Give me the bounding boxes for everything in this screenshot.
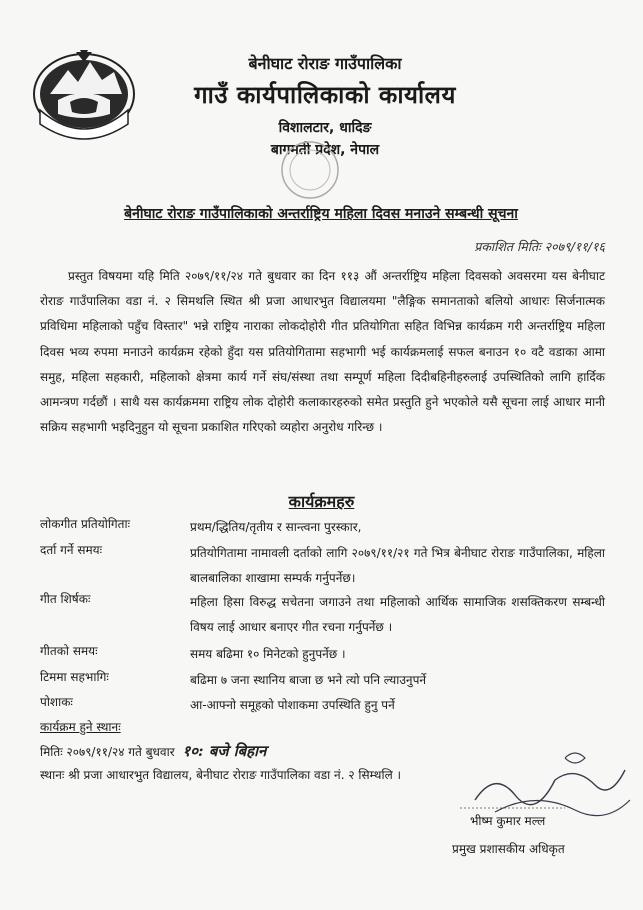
venue-date xyxy=(40,741,266,761)
program-label: टिममा सहभागिः xyxy=(40,670,109,684)
nepal-emblem-icon xyxy=(30,48,138,144)
program-label: लोकगीत प्रतियोगिताः xyxy=(40,517,131,531)
notice-body: प्रस्तुत विषयमा यहि मिति २०७९/११/२४ गते बुधवार का दिन ११३ औं अन्तर्राष्ट्रिय महिला दिवसको अवसरमा यस बेनीघाट रोराङ गाउँपालिका वडा नं. २ सिमथलि स्थित श्री प्रजा आधारभुत विद्यालयमा "लैङ्गिक समानताको बलियो आधारः सिर्जनात्मक प्रविधिमा महिलाको पहुँच विस्तार" भन्ने राष्ट्रिय नाराका लोकदोहोरी गीत प्रतियोगिता सहित विभिन्न कार्यक्रम गरी अन्तर्राष्ट्रिय महिला दिवस भव्य रुपमा मनाउने कार्यक्रम रहेको हुँदा यस प्रतियोगितामा सहभागी भई कार्यक्रमलाई सफल बनाउन १० वटै वडाका आमा समुह, महिला सहकारी, महिलाको क्षेत्रमा कार्य गर्ने संघ/संस्था तथा सम्पूर्ण महिला दिदीबहिनीहरुलाई उपस्थितिको लागि हार्दिक आमन्त्रण गर्दछौं । साथै यस कार्यक्रममा राष्ट्रिय लोक दोहोरी कलाकारहरुको समेत प्रस्तुति हुने भएकोले यसै सूचना लाई आधार मानी सक्रिय सहभागी भइदिनुहुन यो सूचना प्रकाशित गरिएको व्यहोरा अनुरोध गरिन्छ । xyxy=(40,269,605,435)
program-value: प्रतियोगितामा नामावली दर्ताको लागि २०७९/११/२१ गते भित्र बेनीघाट रोराङ गाउँपालिका, महिला बालबालिका शाखामा सम्पर्क गर्नुपर्नेछ। xyxy=(190,546,605,585)
program-value: महिला हिसा विरुद्ध सचेतना जगाउने तथा महिलाको आर्थिक सामाजिक शसक्तिकरण सम्बन्धी विषय लाई आधार बनाएर गीत रचना गर्नुपर्नेछ । xyxy=(190,595,605,634)
venue-heading: कार्यक्रम हुने स्थानः xyxy=(40,720,121,734)
venue-place: स्थानः श्री प्रजा आधारभुत विद्यालय, बेनीघाट रोराङ गाउँपालिका वडा नं. २ सिम्थलि । xyxy=(40,768,402,782)
notice-subject: बेनीघाट रोराङ गाउँपालिकाको अन्तर्राष्ट्रिय महिला दिवस मनाउने सम्बन्धी सूचना xyxy=(124,206,518,222)
program-title: कार्यक्रमहरु xyxy=(288,492,355,511)
program-value: आ-आफ्नो समूहको पोशाकमा उपस्थिति हुनु पर्ने xyxy=(190,698,395,712)
address-line-1: विशालटार, धादिङ xyxy=(278,120,372,136)
program-value: समय बढिमा १० मिनेटको हुनुपर्नेछ । xyxy=(190,647,346,661)
program-value: बढिमा ७ जना स्थानिय बाजा छ भने त्यो पनि ल्याउनुपर्ने xyxy=(190,673,427,687)
program-label: दर्ता गर्ने समयः xyxy=(40,543,103,557)
published-date: प्रकाशित मितिः २०७९/११/१६ xyxy=(474,239,605,254)
program-label: गीतको समयः xyxy=(40,644,98,658)
address-line-2: बागमती प्रदेश, नेपाल xyxy=(270,142,380,158)
office-stamp-icon xyxy=(262,136,358,200)
office-title: गाउँ कार्यपालिकाको कार्यालय xyxy=(194,81,456,109)
signatory-title: प्रमुख प्रशासकीय अधिकृत xyxy=(452,842,565,856)
venue-date-text: मितिः २०७९/११/२४ गते बुधवार xyxy=(40,745,175,759)
municipality-name: बेनीघाट रोराङ गाउँपालिका xyxy=(248,54,402,73)
program-label: पोशाकः xyxy=(40,695,73,709)
handwritten-time: १०: बजे बिहान xyxy=(182,742,267,760)
program-value: प्रथम/द्धितिय/तृतीय र सान्त्वना पुरस्कार, xyxy=(190,520,362,534)
signatory-name: भीष्म कुमार मल्ल xyxy=(470,814,546,828)
program-label: गीत शिर्षकः xyxy=(40,592,91,606)
